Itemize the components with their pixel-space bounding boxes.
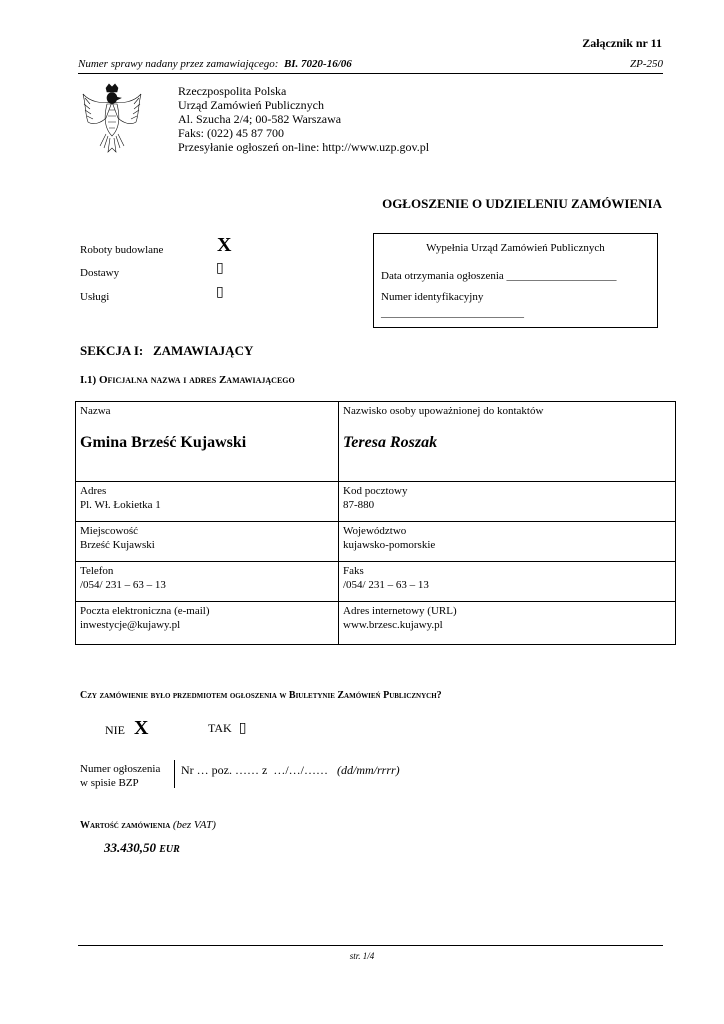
- contract-type-supplies-checkbox[interactable]: ▯: [216, 260, 224, 276]
- case-label: Numer sprawy nadany przez zamawiającego:: [78, 58, 279, 70]
- announcement-divider: [174, 760, 175, 788]
- city-cell: [76, 522, 339, 562]
- url-value: www.brzesc.kujawy.pl: [343, 619, 443, 631]
- announcement-number-field: [181, 763, 400, 778]
- fax-label: Faks: [343, 565, 364, 577]
- name-value: Gmina Brześć Kujawski: [80, 434, 247, 451]
- table-row: [76, 562, 676, 602]
- authority-address: [178, 84, 429, 154]
- email-value: inwestycje@kujawy.pl: [80, 619, 181, 631]
- address-cell: [76, 482, 339, 522]
- contact-value: Teresa Roszak: [343, 434, 438, 451]
- province-label: Województwo: [343, 525, 407, 537]
- phone-cell: [76, 562, 339, 602]
- province-value: kujawsko-pomorskie: [343, 539, 436, 551]
- contract-value: [104, 840, 180, 856]
- case-number: BI. 7020-16/06: [283, 58, 352, 70]
- contact-label: Nazwisko osoby upoważnionej do kontaktów: [343, 405, 544, 417]
- bzp-no-checkbox[interactable]: X: [134, 717, 149, 739]
- phone-value: /054/ 231 – 63 – 13: [80, 579, 166, 591]
- table-row: [76, 602, 676, 645]
- url-label: Adres internetowy (URL): [343, 605, 457, 617]
- announcement-label-line: Numer ogłoszenia: [80, 763, 161, 775]
- name-label: Nazwa: [80, 405, 111, 417]
- footer-divider: [78, 945, 663, 946]
- contract-value-note: (bez VAT): [172, 819, 216, 831]
- email-label: Poczta elektroniczna (e-mail): [80, 605, 210, 617]
- table-row: [76, 522, 676, 562]
- bzp-yes-option[interactable]: [208, 720, 246, 736]
- authority-line: Faks: (022) 45 87 700: [178, 126, 284, 140]
- section-title: SEKCJA I: ZAMAWIAJĄCY: [80, 343, 254, 358]
- id-number-label: Numer identyfikacyjny: [381, 291, 484, 303]
- document-title: OGŁOSZENIE O UDZIELENIU ZAMÓWIENIA: [382, 196, 662, 211]
- contract-value-currency: EUR: [159, 844, 180, 855]
- bzp-no-option[interactable]: [105, 717, 148, 740]
- bzp-yes-checkbox[interactable]: ▯: [238, 720, 247, 736]
- contact-cell: [339, 402, 676, 482]
- postal-code-cell: [339, 482, 676, 522]
- contract-type-services-label: Usługi: [80, 291, 110, 303]
- postal-code-value: 87-880: [343, 499, 375, 511]
- bzp-yes-label: TAK: [208, 721, 232, 735]
- contracting-authority-table: [75, 401, 676, 645]
- phone-label: Telefon: [80, 565, 114, 577]
- bzp-no-label: NIE: [105, 723, 125, 737]
- city-label: Miejscowość: [80, 525, 139, 537]
- postal-code-label: Kod pocztowy: [343, 485, 408, 497]
- contract-type-works-checkbox[interactable]: X: [217, 234, 232, 256]
- eagle-emblem-icon: [80, 82, 144, 156]
- address-label: Adres: [80, 485, 107, 497]
- id-number-field: __________________________: [381, 307, 524, 319]
- fax-cell: [339, 562, 676, 602]
- contract-type-works-label: Roboty budowlane: [80, 244, 164, 256]
- email-cell: [76, 602, 339, 645]
- contract-type-services-checkbox[interactable]: ▯: [216, 284, 224, 300]
- contract-value-label: [80, 819, 216, 831]
- bzp-question: Czy zamówienie było przedmiotem ogłoszenia w Biuletynie Zamówień Publicznych?: [80, 690, 442, 701]
- authority-line: Urząd Zamówień Publicznych: [178, 98, 324, 112]
- authority-line: Przesyłanie ogłoszeń on-line: http://www.uzp.gov.pl: [178, 140, 430, 154]
- section-subtitle: I.1) Oficjalna nazwa i adres Zamawiającego: [80, 374, 295, 386]
- table-row: [76, 402, 676, 482]
- header-divider: [78, 73, 663, 74]
- form-code: ZP-250: [630, 58, 663, 70]
- authority-line: Rzeczpospolita Polska: [178, 84, 287, 98]
- province-cell: [339, 522, 676, 562]
- announcement-number-value: Nr … poz. …… z …/…/……: [181, 763, 328, 777]
- case-number-line: [78, 58, 352, 70]
- url-cell: [339, 602, 676, 645]
- received-date-field: Data otrzymania ogłoszenia ____________________: [381, 270, 617, 282]
- city-value: Brześć Kujawski: [80, 539, 155, 551]
- page-number: str. 1/4: [349, 951, 375, 961]
- contract-value-title: Wartość zamówienia: [80, 820, 171, 831]
- uzp-box-header: Wypełnia Urząd Zamówień Publicznych: [426, 242, 605, 254]
- case-line: [78, 58, 663, 70]
- annex-number: Załącznik nr 11: [582, 36, 662, 50]
- table-row: [76, 482, 676, 522]
- contract-value-amount: 33.430,50: [104, 840, 156, 855]
- announcement-label-line: w spisie BZP: [80, 777, 139, 789]
- contract-type-supplies-label: Dostawy: [80, 267, 120, 279]
- uzp-office-box: [373, 233, 658, 328]
- date-format-hint: (dd/mm/rrrr): [336, 763, 400, 777]
- address-value: Pl. Wł. Łokietka 1: [80, 499, 161, 511]
- announcement-number-label: [80, 762, 160, 790]
- name-cell: [76, 402, 339, 482]
- authority-line: Al. Szucha 2/4; 00-582 Warszawa: [178, 112, 342, 126]
- fax-value: /054/ 231 – 63 – 13: [343, 579, 429, 591]
